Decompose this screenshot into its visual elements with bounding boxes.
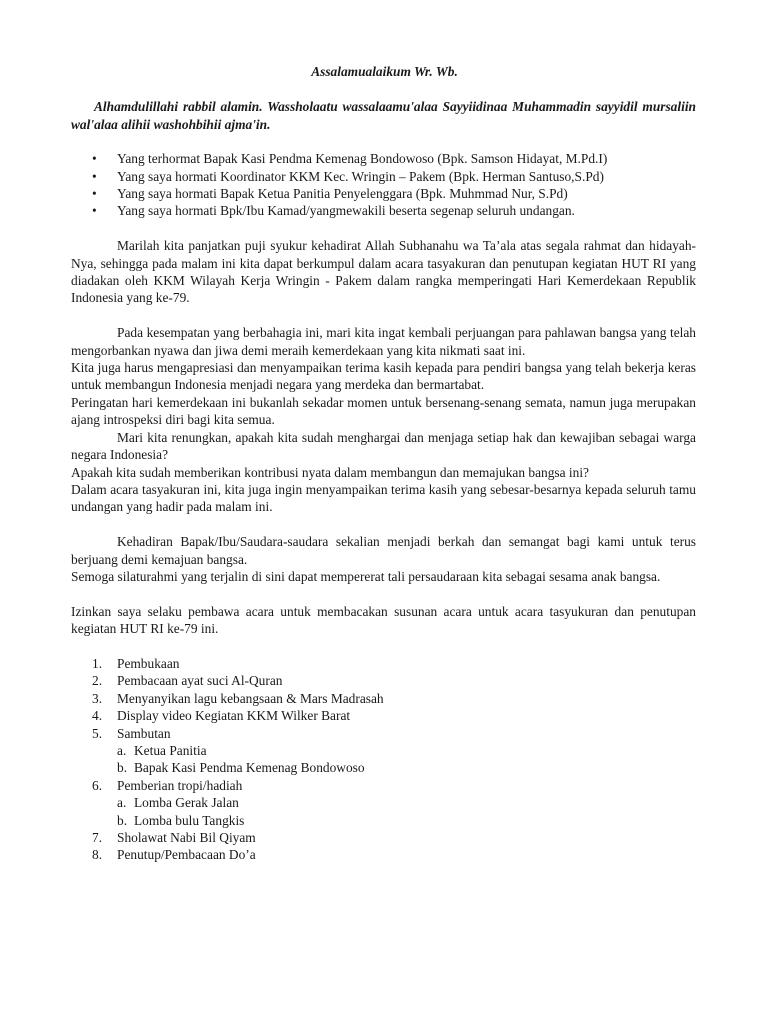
agenda-label: Menyanyikan lagu kebangsaan & Mars Madrasah — [117, 690, 384, 706]
bullet-icon: • — [92, 151, 97, 167]
opening-prayer: Alhamdulillahi rabbil alamin. Wassholaatu wassalaamu'alaa Sayyiidinaa Muhammadin sayyidil mursaliin wal'alaa alihii washohbihii ajma'in. — [71, 99, 696, 132]
paragraph-heroes: Pada kesempatan yang berbahagia ini, mari kita ingat kembali perjuangan para pahlawan bangsa yang telah mengorbankan nyawa dan jiwa demi meraih kemerdekaan yang kita nikmati saat ini. — [71, 325, 696, 358]
spacer — [71, 516, 696, 533]
spacer — [71, 307, 696, 324]
paragraph-reflection: Mari kita renungkan, apakah kita sudah menghargai dan menjaga setiap hak dan kewajiban sebagai warga negara Indonesia? — [71, 429, 696, 463]
agenda-label: Pemberian tropi/hadiah — [117, 777, 243, 793]
agenda-label: Penutup/Pembacaan Do’a — [117, 847, 256, 863]
salutation-text: Yang saya hormati Bpk/Ibu Kamad/yangmewakili beserta segenap seluruh undangan. — [117, 203, 575, 219]
agenda-subitem — [117, 759, 696, 776]
spacer — [71, 638, 696, 655]
spacer — [71, 585, 696, 602]
agenda-subitem — [117, 742, 696, 759]
greeting-title: Assalamualaikum Wr. Wb. — [311, 64, 458, 79]
agenda-sublabel: Lomba Gerak Jalan — [134, 795, 239, 811]
agenda-sublabel: Bapak Kasi Pendma Kemenag Bondowoso — [134, 760, 365, 776]
salutation-item — [71, 168, 696, 185]
salutation-item — [71, 150, 696, 167]
paragraph-gratitude: Marilah kita panjatkan puji syukur kehadirat Allah Subhanahu wa Ta’ala atas segala rahmat dan hidayah-Nya, sehingga pada malam ini kita dapat berkumpul dalam acara tasyakuran dan penutupan kegiatan HUT RI yang diadakan oleh KKM Wilayah Kerja Wringin - Pakem dalam rangka memperingati Hari Kemerdekaan Republik Indonesia yang ke-79. — [71, 238, 696, 306]
agenda-label: Pembukaan — [117, 655, 180, 671]
agenda-item — [71, 829, 696, 846]
agenda-number: 4. — [92, 708, 103, 724]
paragraph-thanks: Dalam acara tasyakuran ini, kita juga ingin menyampaikan terima kasih yang sebesar-besarnya kepada seluruh tamu undangan yang hadir pada malam ini. — [71, 481, 696, 515]
agenda-subnumber: b. — [117, 760, 128, 776]
agenda-label: Display video Kegiatan KKM Wilker Barat — [117, 708, 351, 724]
agenda-item — [71, 846, 696, 863]
bullet-icon: • — [92, 168, 97, 184]
agenda-label: Pembacaan ayat suci Al-Quran — [117, 673, 283, 689]
agenda-number: 2. — [92, 673, 103, 689]
agenda-number: 8. — [92, 847, 103, 863]
paragraph-silaturahmi: Semoga silaturahmi yang terjalin di sini dapat mempererat tali persaudaraan kita sebagai sesama anak bangsa. — [71, 568, 661, 584]
agenda-list — [71, 655, 696, 864]
salutation-text: Yang saya hormati Koordinator KKM Kec. Wringin – Pakem (Bpk. Herman Santuso,S.Pd) — [117, 168, 604, 184]
paragraph-contribution: Apakah kita sudah memberikan kontribusi nyata dalam membangun dan memajukan bangsa ini? — [71, 464, 589, 480]
agenda-item — [71, 707, 696, 724]
salutation-text: Yang saya hormati Bapak Ketua Panitia Penyelenggara (Bpk. Muhmmad Nur, S.Pd) — [117, 186, 568, 202]
agenda-item — [71, 690, 696, 707]
agenda-item — [71, 655, 696, 672]
paragraph-introspection: Peringatan hari kemerdekaan ini bukanlah sekadar momen untuk bersenang-senang semata, namun juga merupakan ajang introspeksi diri bagi kita semua. — [71, 394, 696, 428]
agenda-sublabel: Lomba bulu Tangkis — [134, 812, 245, 828]
agenda-label: Sambutan — [117, 725, 171, 741]
agenda-subitem — [117, 812, 696, 829]
agenda-subnumber: a. — [117, 795, 127, 811]
salutation-list — [71, 150, 696, 220]
agenda-subnumber: b. — [117, 812, 128, 828]
paragraph-founders: Kita juga harus mengapresiasi dan menyampaikan terima kasih kepada para pendiri bangsa yang telah bekerja keras untuk membangun Indonesia menjadi negara yang merdeka dan bermartabat. — [71, 360, 696, 393]
salutation-text: Yang terhormat Bapak Kasi Pendma Kemenag Bondowoso (Bpk. Samson Hidayat, M.Pd.I) — [117, 151, 608, 167]
agenda-number: 1. — [92, 655, 103, 671]
agenda-number: 3. — [92, 690, 103, 706]
agenda-item — [71, 672, 696, 689]
agenda-subitem — [117, 794, 696, 811]
agenda-number: 5. — [92, 725, 103, 741]
agenda-item — [71, 725, 696, 777]
agenda-subnumber: a. — [117, 742, 127, 758]
agenda-item — [71, 777, 696, 829]
agenda-sublabel: Ketua Panitia — [134, 742, 207, 758]
agenda-sublist — [117, 742, 696, 777]
salutation-item — [71, 185, 696, 202]
agenda-number: 7. — [92, 829, 103, 845]
salutation-item — [71, 202, 696, 219]
agenda-number: 6. — [92, 777, 103, 793]
bullet-icon: • — [92, 203, 97, 219]
agenda-sublist — [117, 794, 696, 829]
bullet-icon: • — [92, 186, 97, 202]
agenda-label: Sholawat Nabi Bil Qiyam — [117, 829, 256, 845]
paragraph-presence: Kehadiran Bapak/Ibu/Saudara-saudara sekalian menjadi berkah dan semangat bagi kami untuk terus berjuang demi kemajuan bangsa. — [71, 534, 696, 567]
spacer — [71, 220, 696, 237]
paragraph-agenda-intro: Izinkan saya selaku pembawa acara untuk membacakan susunan acara untuk acara tasyukuran dan penutupan kegiatan HUT RI ke-79 ini. — [71, 603, 696, 637]
